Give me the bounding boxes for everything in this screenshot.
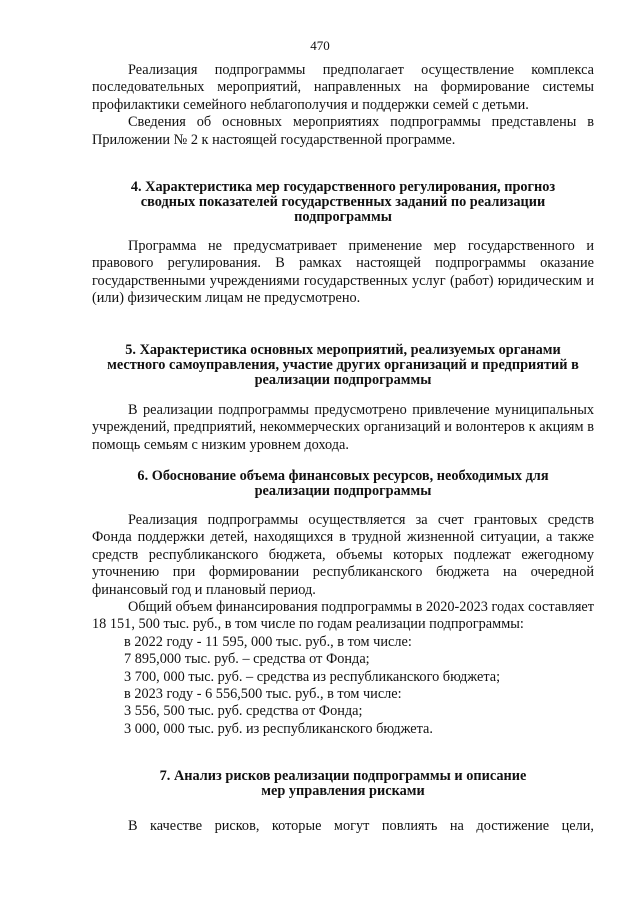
funding-line-5: 3 556, 500 тыс. руб. средства от Фонда; [124, 703, 363, 720]
intro-paragraph-1: Реализация подпрограммы предполагает осуществление комплекса последовательных мероприятий, направленных на формирование системы профилактики семейного неблагополучия и поддержки семей с детьми. [92, 62, 594, 113]
section-4-title-line-2: сводных показателей государственных заданий по реализации [140, 194, 546, 210]
funding-line-1: в 2022 году - 11 595, 000 тыс. руб., в том числе: [124, 633, 412, 650]
section-6-paragraph-1: Реализация подпрограммы осуществляется за счет грантовых средств Фонда поддержки детей, находящихся в трудной жизненной ситуации, а также средств республиканского бюджета, объемы которых подлежат ежегодному уточнению при формировании республиканского бюджета на очередной финансовый год и плановый период. [92, 512, 594, 598]
section-6 [92, 469, 594, 499]
section-6-body [92, 512, 594, 738]
funding-line-3: 3 700, 000 тыс. руб. – средства из республиканского бюджета; [124, 668, 501, 685]
section-6-title-line-2: реализации подпрограммы [254, 483, 432, 499]
section-5-title-line-1: 5. Характеристика основных мероприятий, реализуемых органами [125, 342, 561, 358]
section-4-title-line-1: 4. Характеристика мер государственного регулирования, прогноз [130, 179, 556, 195]
section-7-paragraph: В качестве рисков, которые могут повлиять на достижение цели, [128, 818, 594, 834]
intro-paragraph-2: Сведения об основных мероприятиях подпрограммы представлены в Приложении № 2 к настоящей государственной программе. [92, 114, 594, 148]
section-5-body [92, 402, 594, 454]
section-5-title-line-3: реализации подпрограммы [254, 372, 432, 388]
section-5-paragraph: В реализации подпрограммы предусмотрено привлечение муниципальных учреждений, предприятий, некоммерческих организаций и волонтеров к акциям в помощь семьям с низким уровнем дохода. [92, 402, 594, 453]
section-4 [92, 180, 594, 225]
intro-block [92, 62, 594, 149]
section-7-title-line-1: 7. Анализ рисков реализации подпрограммы и описание [159, 768, 527, 784]
section-7-title-line-2: мер управления рисками [261, 783, 425, 799]
section-4-body [92, 238, 594, 308]
funding-line-4: в 2023 году - 6 556,500 тыс. руб., в том числе: [124, 686, 402, 703]
section-6-paragraph-2: Общий объем финансирования подпрограммы в 2020-2023 годах составляет 18 151, 500 тыс. руб., в том числе по годам реализации подпрограммы: [92, 599, 594, 633]
section-5 [92, 343, 594, 388]
page-number: 470 [310, 38, 330, 53]
section-6-title-line-1: 6. Обоснование объема финансовых ресурсов, необходимых для [137, 468, 549, 484]
funding-line-6: 3 000, 000 тыс. руб. из республиканского бюджета. [124, 720, 433, 737]
section-4-paragraph: Программа не предусматривает применение мер государственного и правового регулирования. В рамках настоящей подпрограммы оказание государственными учреждениями государственных услуг (работ) юридическим и (или) физическим лицам не предусмотрено. [92, 238, 594, 307]
section-7 [92, 769, 594, 799]
section-4-title-line-3: подпрограммы [294, 209, 392, 225]
funding-line-2: 7 895,000 тыс. руб. – средства от Фонда; [124, 651, 370, 668]
section-7-body [92, 818, 594, 835]
section-5-title-line-2: местного самоуправления, участие других организаций и предприятий в [107, 357, 579, 373]
